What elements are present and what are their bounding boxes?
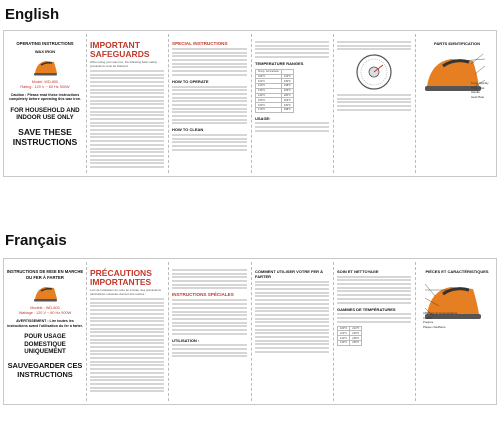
en-cover-title: OPERATING INSTRUCTIONS: [16, 41, 74, 46]
fr-panel-care: [337, 259, 411, 404]
fr-precautions-title: PRÉCAUTIONS IMPORTANTES: [90, 268, 152, 287]
en-howto-heading: HOW TO OPERATE: [172, 78, 209, 84]
temperature-dial-icon: [354, 52, 394, 92]
part-label: Temp. Display: [471, 81, 489, 85]
wax-iron-icon: [31, 57, 59, 77]
en-safeguards-intro: When using your wax iron, the following basic safety precautions must be followed:: [90, 60, 157, 68]
en-panel-temperature: [255, 31, 329, 176]
fr-panel-precautions: [90, 259, 164, 404]
fr-special-title: INSTRUCTIONS SPÉCIALES: [172, 292, 234, 298]
en-caution: Caution : Please read these instructions completely before operating this wax iron.: [8, 92, 82, 102]
en-model: Model: WD-800: [31, 79, 59, 84]
fr-panel-parts: [419, 259, 495, 404]
english-instruction-sheet: [3, 30, 497, 177]
fr-save-instructions: SAUVEGARDER CES INSTRUCTIONS: [7, 360, 83, 379]
part-label: Heat Plate: [471, 94, 485, 99]
fr-household: POUR USAGE DOMESTIQUE UNIQUEMENT: [24, 333, 66, 356]
fr-operate-heading: COMMENT UTILISER VOTRE FER À FARTER: [255, 269, 323, 279]
fr-panel-cover: [6, 259, 84, 404]
fr-usage-heading: UTILISATION :: [172, 337, 200, 343]
en-panel-special: [172, 31, 247, 176]
en-usage-heading: USAGE:: [255, 115, 271, 121]
fr-model: Modèle : WD-800: [30, 306, 60, 310]
part-label: Plaque chauffante: [423, 324, 446, 329]
en-special-title: SPECIAL INSTRUCTIONS: [172, 41, 228, 46]
fr-parts-title: PIÈCES ET CARACTÉRISTIQUES: [425, 269, 489, 274]
part-label: Poignée: [423, 320, 434, 325]
part-label: Affichage de la température: [423, 311, 458, 315]
part-label: Cadran: [423, 315, 433, 320]
part-label: Temp. Dial: [471, 85, 485, 90]
en-parts-title: PARTS IDENTIFICATION: [433, 41, 481, 46]
en-panel-dial: [337, 31, 411, 176]
fr-cover-title: INSTRUCTIONS DE MISE EN MARCHE DU FER À FARTER: [6, 269, 84, 280]
part-label: Handle: [471, 90, 480, 95]
fr-clean-heading: SOIN ET NETTOYAGE: [337, 269, 379, 274]
en-panel-parts: [419, 31, 495, 176]
en-panel-cover: [6, 31, 84, 176]
en-cover-subtitle: WAX IRON: [34, 48, 56, 54]
fr-caution: AVERTISSEMENT : Lire toutes les instructions avant l'utilisation du fer à farter.: [7, 319, 83, 328]
en-rating: Rating : 120 V ~ 60 Hz 500W: [20, 84, 70, 89]
en-panel-safeguards: [90, 31, 164, 176]
french-heading: Français: [5, 232, 67, 249]
en-household: FOR HOUSEHOLD AND INDOOR USE ONLY: [10, 106, 80, 122]
fr-temp-heading: GAMMES DE TEMPÉRATURES: [337, 306, 396, 312]
en-temp-table: Temp. Conversion 100°C 212°F 110°C 230°F 120°C 248°F 130°C 266°F 140°C 284°F 150°C 302°F 160°C 320°F 170°C 338°F: [255, 69, 294, 113]
fr-precautions-intro: Lors de l'utilisation de votre fer à farter, des précautions particulières suivantes doivent être suivies :: [90, 288, 161, 296]
fr-temp-table: 100°C 212°F 110°C 230°F 120°C 248°F 130°C 266°F: [337, 326, 362, 346]
fr-panel-howto: [255, 259, 329, 404]
en-howclean-heading: HOW TO CLEAN: [172, 127, 204, 133]
english-heading: English: [5, 6, 60, 23]
en-temp-heading: TEMPERATURE RANGES: [255, 60, 304, 66]
en-save-instructions: SAVE THESE INSTRUCTIONS: [12, 126, 78, 147]
fr-panel-operate: [172, 259, 247, 404]
fr-rating: Wattage : 120 V ~ 60 Hz 500W: [18, 311, 72, 315]
french-instruction-sheet: [3, 258, 497, 405]
wax-iron-icon: [31, 283, 59, 303]
en-safeguards-title: IMPORTANT SAFEGUARDS: [90, 40, 150, 59]
